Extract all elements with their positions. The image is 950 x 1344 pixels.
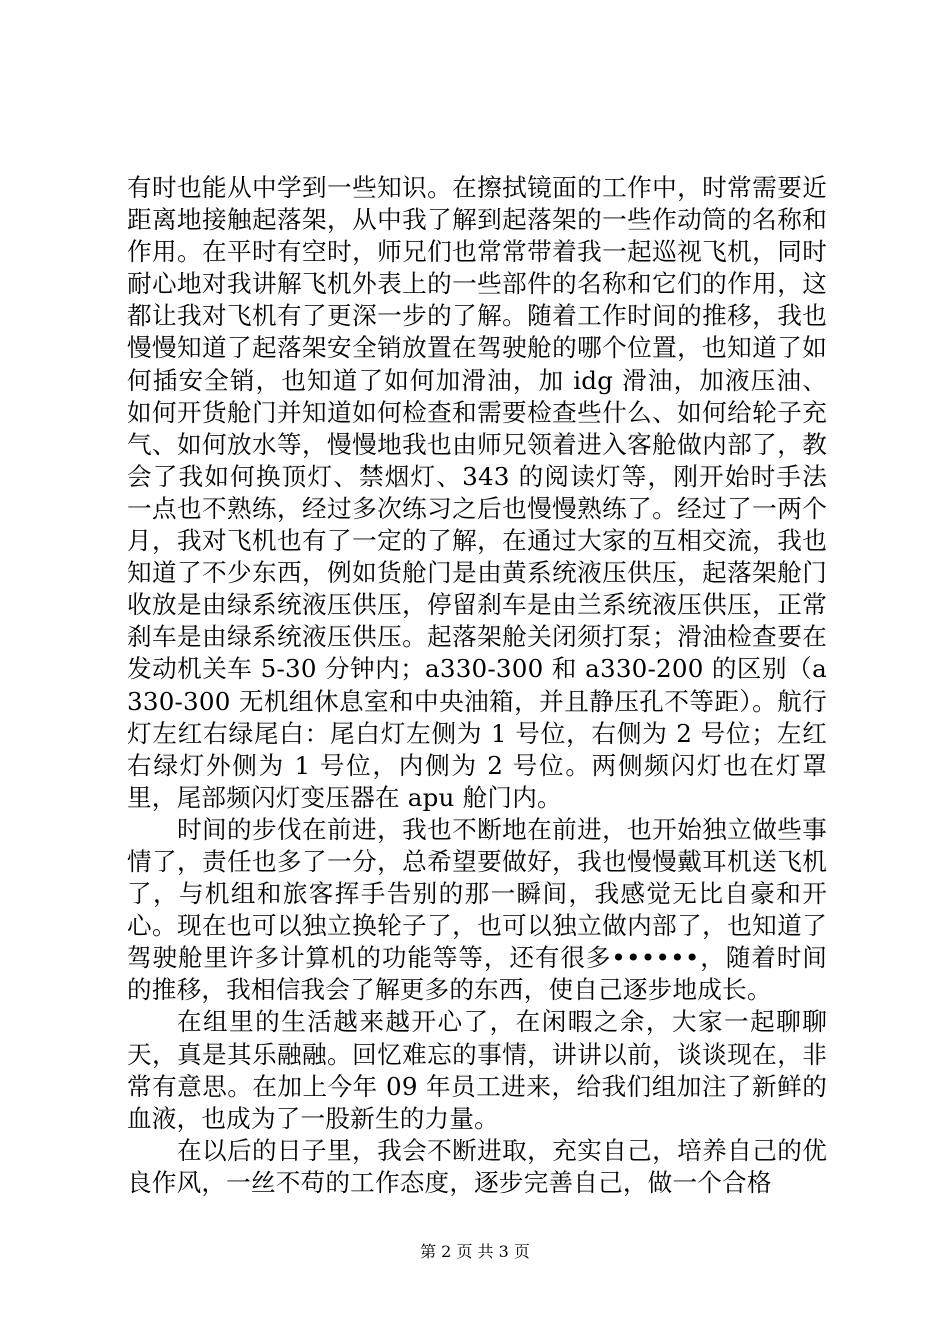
paragraph-4: 在以后的日子里，我会不断进取，充实自己，培养自己的优良作风，一丝不苟的工作态度，逐步完善自己，做一个合格 bbox=[127, 1135, 827, 1197]
paragraph-2: 时间的步伐在前进，我也不断地在前进，也开始独立做些事情了，责任也多了一分，总希望要做好，我也慢慢戴耳机送飞机了，与机组和旅客挥手告别的那一瞬间，我感觉无比自豪和开心。现在也可以独立换轮子了，也可以独立做内部了，也知道了驾驶舱里许多计算机的功能等等，还有很多••••••，随着时间的推移，我相信我会了解更多的东西，使自己逐步地成长。 bbox=[127, 814, 827, 1005]
paragraph-3: 在组里的生活越来越开心了，在闲暇之余，大家一起聊聊天，真是其乐融融。回忆难忘的事情，讲讲以前，谈谈现在，非常有意思。在加上今年 09 年员工进来，给我们组加注了新鲜的血液，也成为了一股新生的力量。 bbox=[127, 1007, 827, 1133]
page-number-footer: 第 2 页 共 3 页 bbox=[420, 1242, 530, 1261]
document-body bbox=[127, 172, 827, 1199]
paragraph-1: 有时也能从中学到一些知识。在擦拭镜面的工作中，时常需要近距离地接触起落架，从中我了解到起落架的一些作动筒的名称和作用。在平时有空时，师兄们也常常带着我一起巡视飞机，同时耐心地对我讲解飞机外表上的一些部件的名称和它们的作用，这都让我对飞机有了更深一步的了解。随着工作时间的推移，我也慢慢知道了起落架安全销放置在驾驶舱的哪个位置，也知道了如何插安全销，也知道了如何加滑油，加 idg 滑油，加液压油、如何开货舱门并知道如何检查和需要检查些什么、如何给轮子充气、如何放水等，慢慢地我也由师兄领着进入客舱做内部了，教会了我如何换顶灯、禁烟灯、343 的阅读灯等，刚开始时手法一点也不熟练，经过多次练习之后也慢慢熟练了。经过了一两个月，我对飞机也有了一定的了解，在通过大家的互相交流，我也知道了不少东西，例如货舱门是由黄系统液压供压，起落架舱门收放是由绿系统液压供压，停留刹车是由兰系统液压供压，正常刹车是由绿系统液压供压。起落架舱关闭须打泵；滑油检查要在发动机关车 5-30 分钟内；a330-300 和 a330-200 的区别（a330-300 无机组休息室和中央油箱，并且静压孔不等距）。航行灯左红右绿尾白：尾白灯左侧为 1 号位，右侧为 2 号位；左红右绿灯外侧为 1 号位，内侧为 2 号位。两侧频闪灯也在灯罩里，尾部频闪灯变压器在 apu 舱门内。 bbox=[127, 173, 827, 812]
